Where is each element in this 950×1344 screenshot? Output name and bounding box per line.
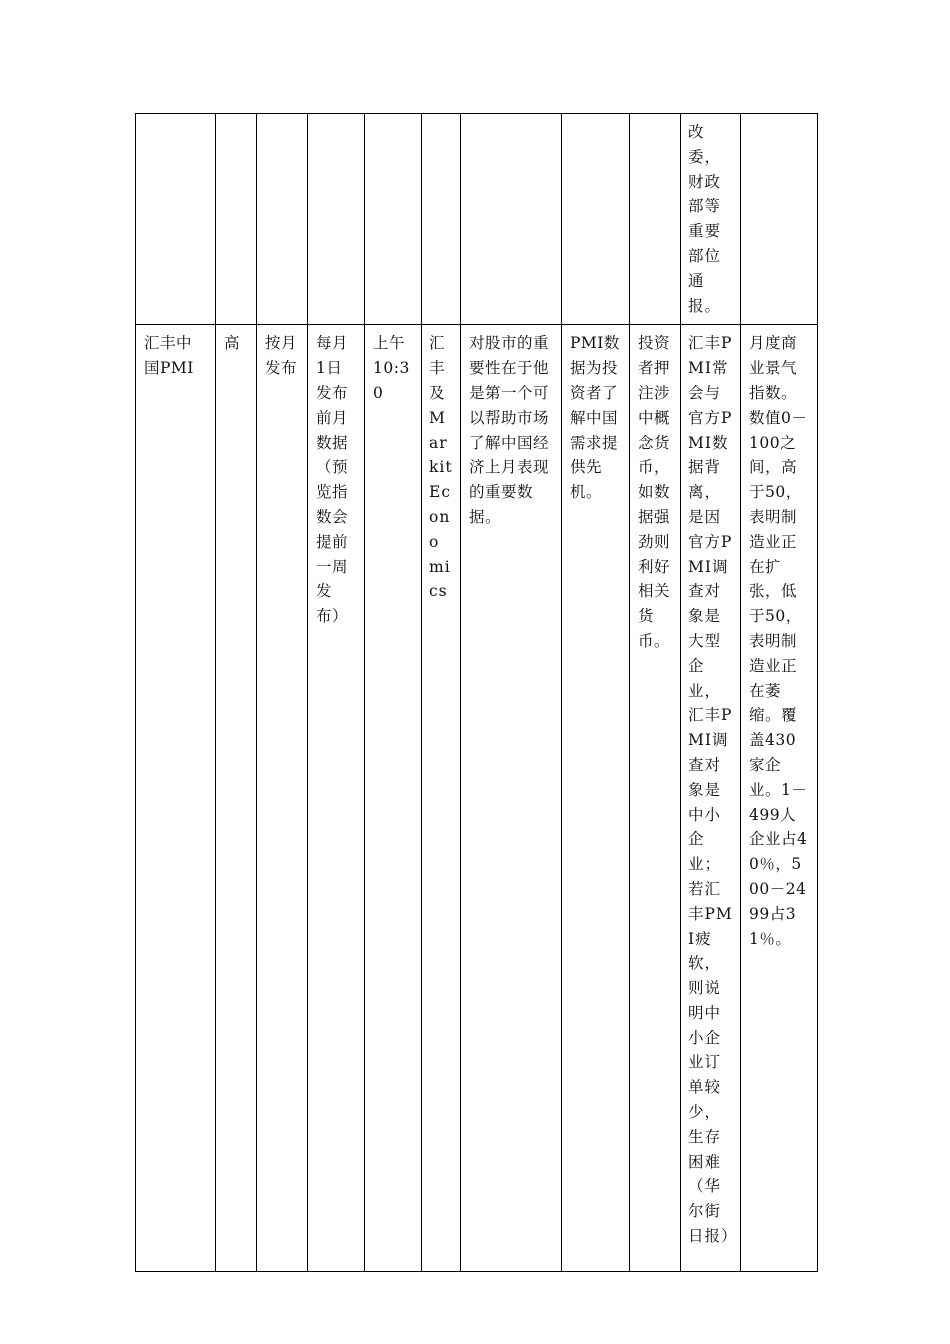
notes-cell: [681, 325, 741, 1272]
definition-text: 月度商业景气指数。数值0－100之间，高于50，表明制造业正在扩张，低于50，表明制造业正在萎缩。覆盖430家企业。1－499人企业占40％，500－2499占31％。: [749, 334, 808, 948]
table-row: [136, 114, 818, 325]
table-row: [136, 325, 818, 1272]
notes-text: 汇丰PMI常会与官方PMI数据背离，是因官方PMI调查对象是大型企业，汇丰PMI调查对象是中小企业；若汇丰PMI疲软，则说明中小企业订单较少，生存困难（华尔街日报）: [688, 334, 738, 1246]
cell-text: 改委，财政部等重要部位通报。: [688, 123, 722, 315]
publisher-cell: [422, 325, 461, 1272]
frequency-cell: [257, 325, 308, 1272]
table-cell: [136, 114, 216, 325]
table-cell: [630, 114, 681, 325]
release-time-cell: [365, 325, 422, 1272]
publisher-text: 汇丰及MarkitEconomics: [429, 334, 453, 601]
impact-text: 投资者押注涉中概念货币，如数据强劲则利好相关货币。: [638, 334, 671, 650]
significance-cell: [461, 325, 562, 1272]
table-cell: [741, 114, 818, 325]
table-cell: [216, 114, 257, 325]
indicator-table: [135, 113, 818, 1272]
release-time-text: 上午10:30: [373, 334, 410, 402]
indicator-name-cell: [136, 325, 216, 1272]
significance-text: 对股市的重要性在于他是第一个可以帮助市场了解中国经济上月表现的重要数据。: [469, 334, 550, 526]
table-cell: [461, 114, 562, 325]
table-cell: [257, 114, 308, 325]
release-date-cell: [308, 325, 365, 1272]
table-cell: [562, 114, 630, 325]
usage-text: PMI数据为投资者了解中国需求提供先机。: [570, 334, 620, 502]
frequency-text: 按月发布: [265, 334, 298, 378]
indicator-name: 汇丰中国PMI: [144, 334, 194, 378]
definition-cell: [741, 325, 818, 1272]
table-cell: [365, 114, 422, 325]
usage-cell: [562, 325, 630, 1272]
table-cell: [681, 114, 741, 325]
table-cell: [308, 114, 365, 325]
importance-text: 高: [224, 334, 241, 353]
importance-cell: [216, 325, 257, 1272]
release-date-text: 每月1日发布前月数据（预览指数会提前一周发布）: [316, 334, 349, 626]
table-cell: [422, 114, 461, 325]
impact-cell: [630, 325, 681, 1272]
